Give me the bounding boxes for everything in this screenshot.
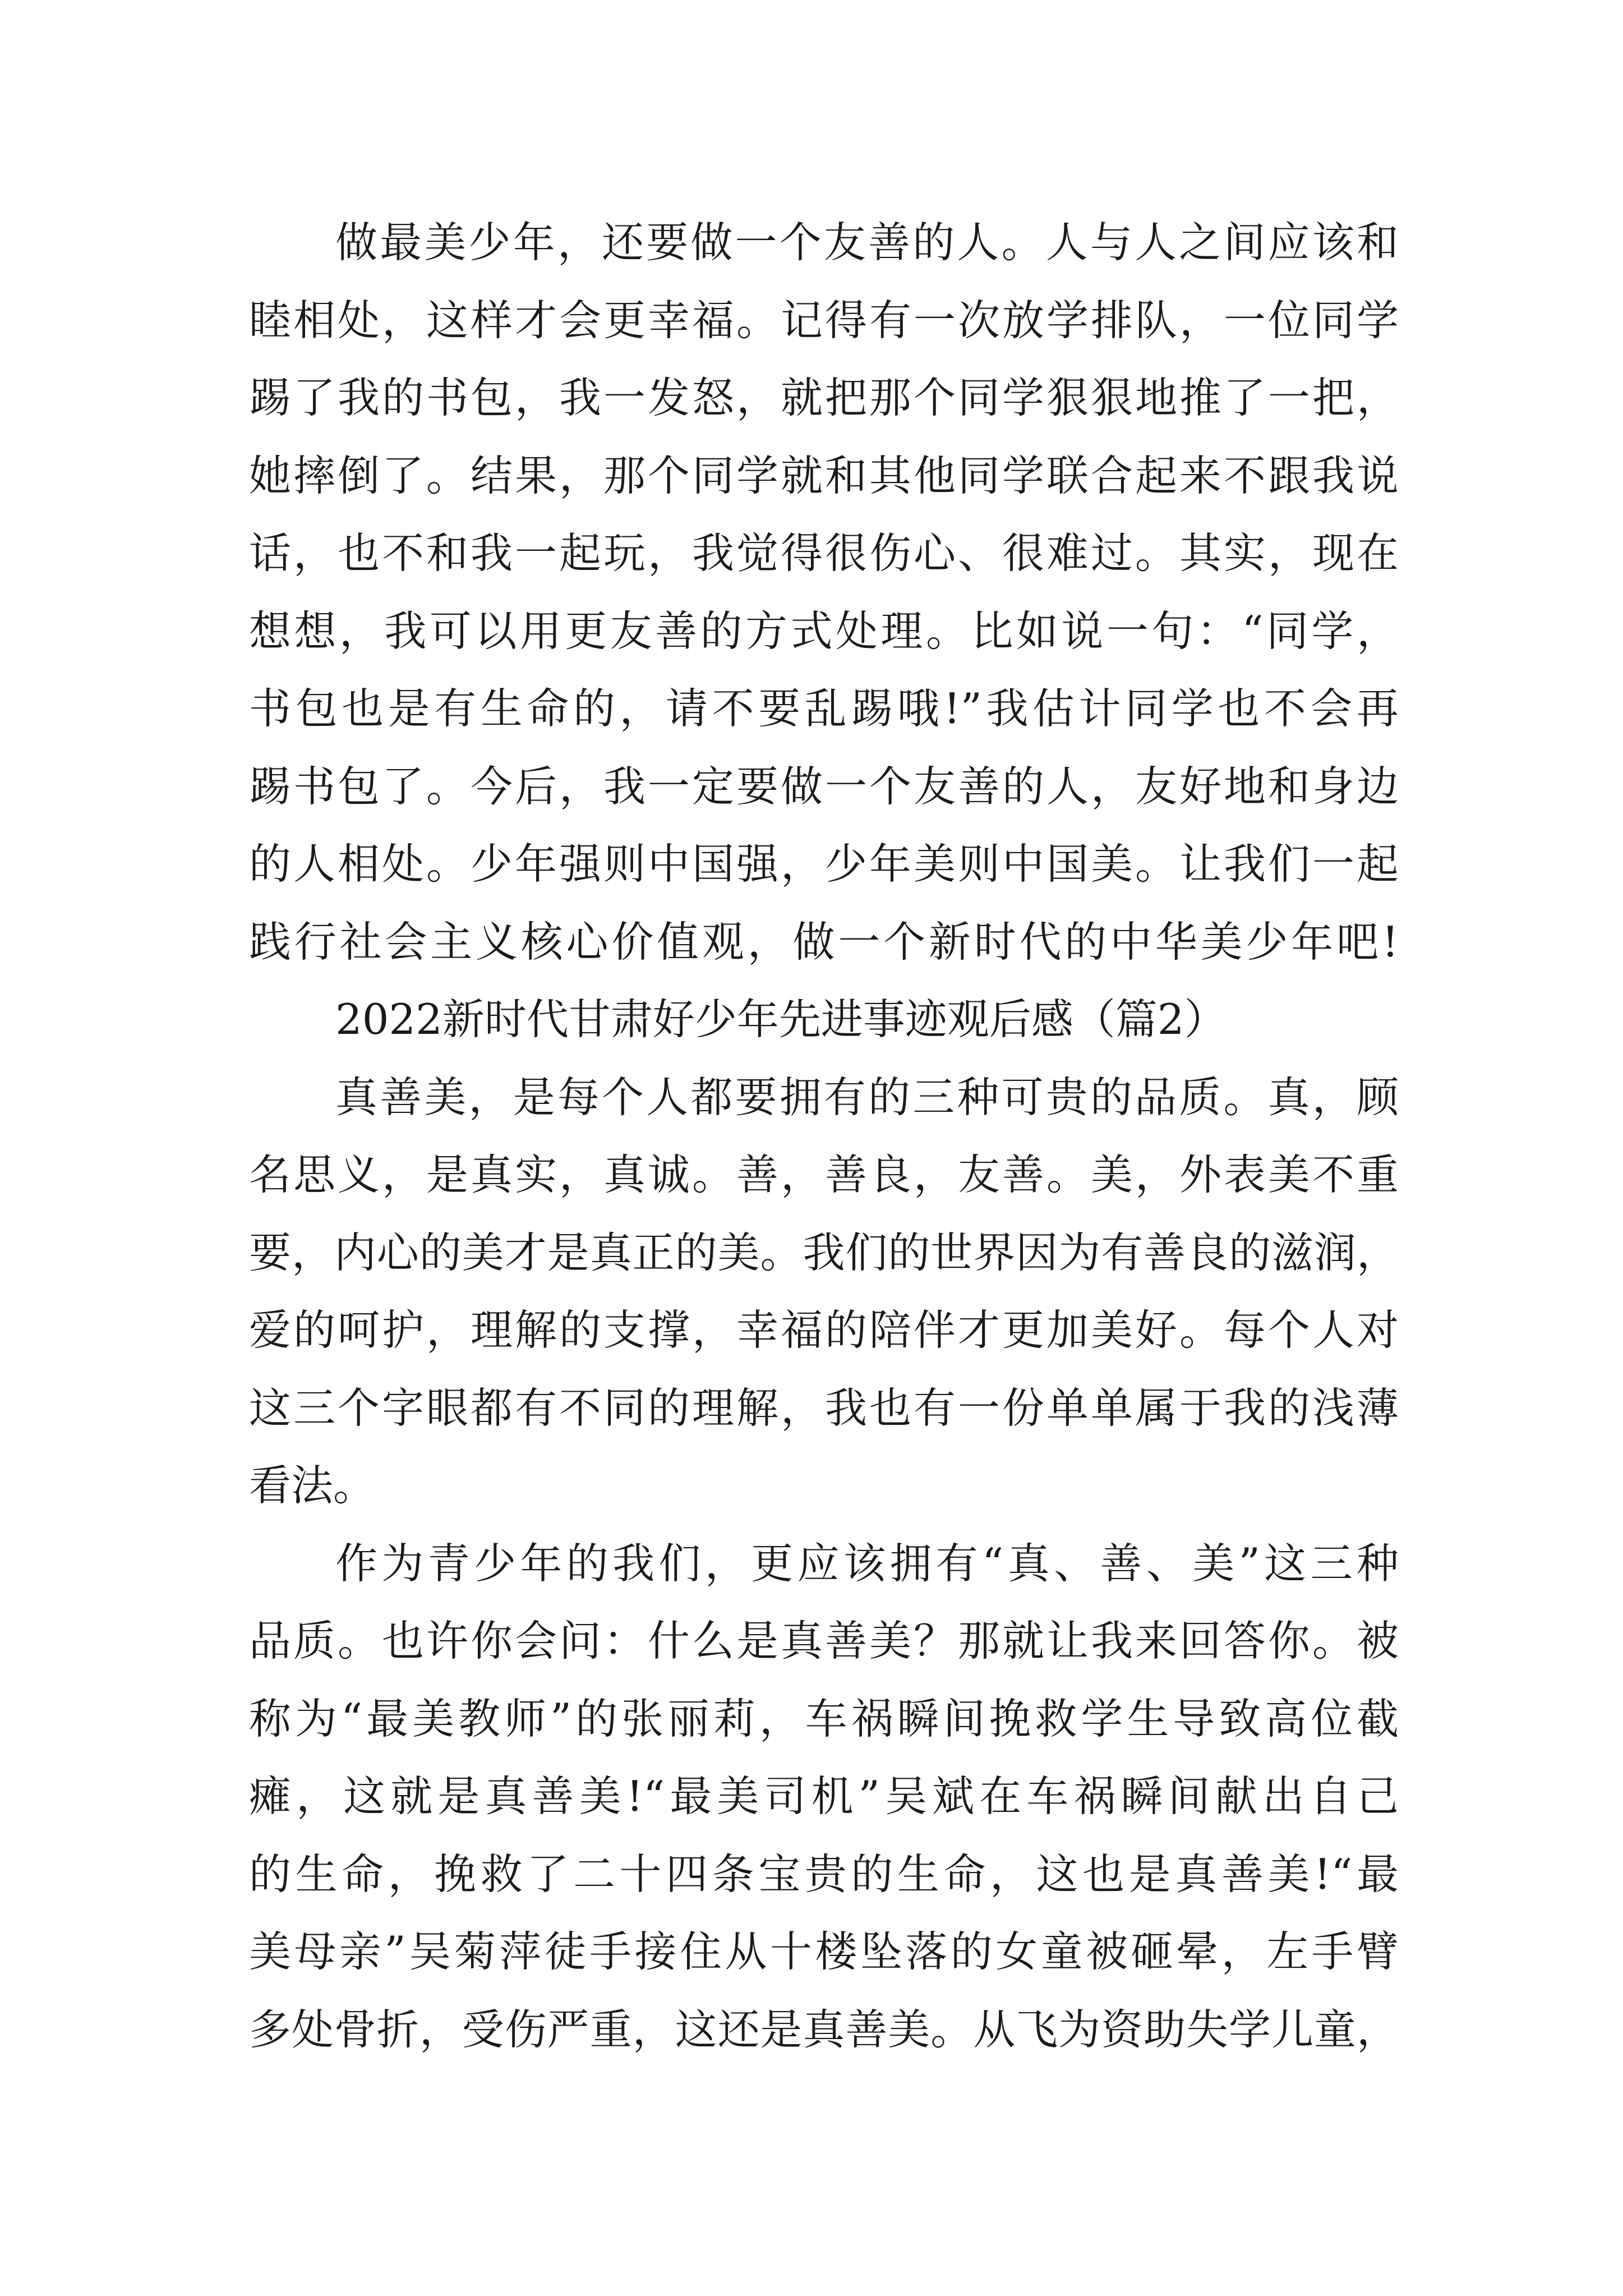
- text-line: 真善美，是每个人都要拥有的三种可贵的品质。真，顾: [335, 1072, 1399, 1122]
- text-line: 践行社会主义核心价值观，做一个新时代的中华美少年吧!: [249, 917, 1399, 967]
- text-line: 想想，我可以用更友善的方式处理。比如说一句：“同学，: [249, 606, 1399, 656]
- text-line: 这三个字眼都有不同的理解，我也有一份单单属于我的浅薄: [249, 1383, 1399, 1433]
- text-line: 踢书包了。今后，我一定要做一个友善的人，友好地和身边: [249, 761, 1399, 811]
- text-line: 称为“最美教师”的张丽莉，车祸瞬间挽救学生导致高位截: [249, 1694, 1399, 1743]
- text-line: 做最美少年，还要做一个友善的人。人与人之间应该和: [335, 218, 1399, 267]
- paragraph-3: [249, 1525, 1399, 2069]
- text-line: 她摔倒了。结果，那个同学就和其他同学联合起来不跟我说: [249, 450, 1399, 500]
- text-line: 美母亲”吴菊萍徒手接住从十楼坠落的女童被砸晕，左手臂: [249, 1927, 1399, 1976]
- text-line: 品质。也许你会问：什么是真善美？那就让我来回答你。被: [249, 1616, 1399, 1665]
- document-body: [249, 204, 1399, 2068]
- text-line: 名思义，是真实，真诚。善，善良，友善。美，外表美不重: [249, 1150, 1399, 1199]
- paragraph-2: [249, 1059, 1399, 1525]
- text-line: 爱的呵护，理解的支撑，幸福的陪伴才更加美好。每个人对: [249, 1305, 1399, 1355]
- text-line: 看法。: [249, 1461, 376, 1510]
- text-line: 的人相处。少年强则中国强，少年美则中国美。让我们一起: [249, 839, 1399, 889]
- text-line: 多处骨折，受伤严重，这还是真善美。从飞为资助失学儿童，: [249, 2004, 1399, 2054]
- text-line: 书包也是有生命的，请不要乱踢哦!”我估计同学也不会再: [249, 684, 1399, 733]
- text-line: 话，也不和我一起玩，我觉得很伤心、很难过。其实，现在: [249, 528, 1399, 578]
- text-line: 睦相处，这样才会更幸福。记得有一次放学排队，一位同学: [249, 295, 1399, 345]
- text-line: 作为青少年的我们，更应该拥有“真、善、美”这三种: [335, 1538, 1399, 1588]
- text-line: 要，内心的美才是真正的美。我们的世界因为有善良的滋润，: [249, 1227, 1399, 1277]
- text-line: 瘫，这就是真善美!“最美司机”吴斌在车祸瞬间献出自己: [249, 1772, 1399, 1821]
- text-line: 踢了我的书包，我一发怒，就把那个同学狠狠地推了一把，: [249, 373, 1399, 422]
- paragraph-1: [249, 204, 1399, 981]
- text-line: 的生命，挽救了二十四条宝贵的生命，这也是真善美!“最: [249, 1849, 1399, 1899]
- section-heading: 2022新时代甘肃好少年先进事迹观后感（篇2）: [335, 995, 1227, 1044]
